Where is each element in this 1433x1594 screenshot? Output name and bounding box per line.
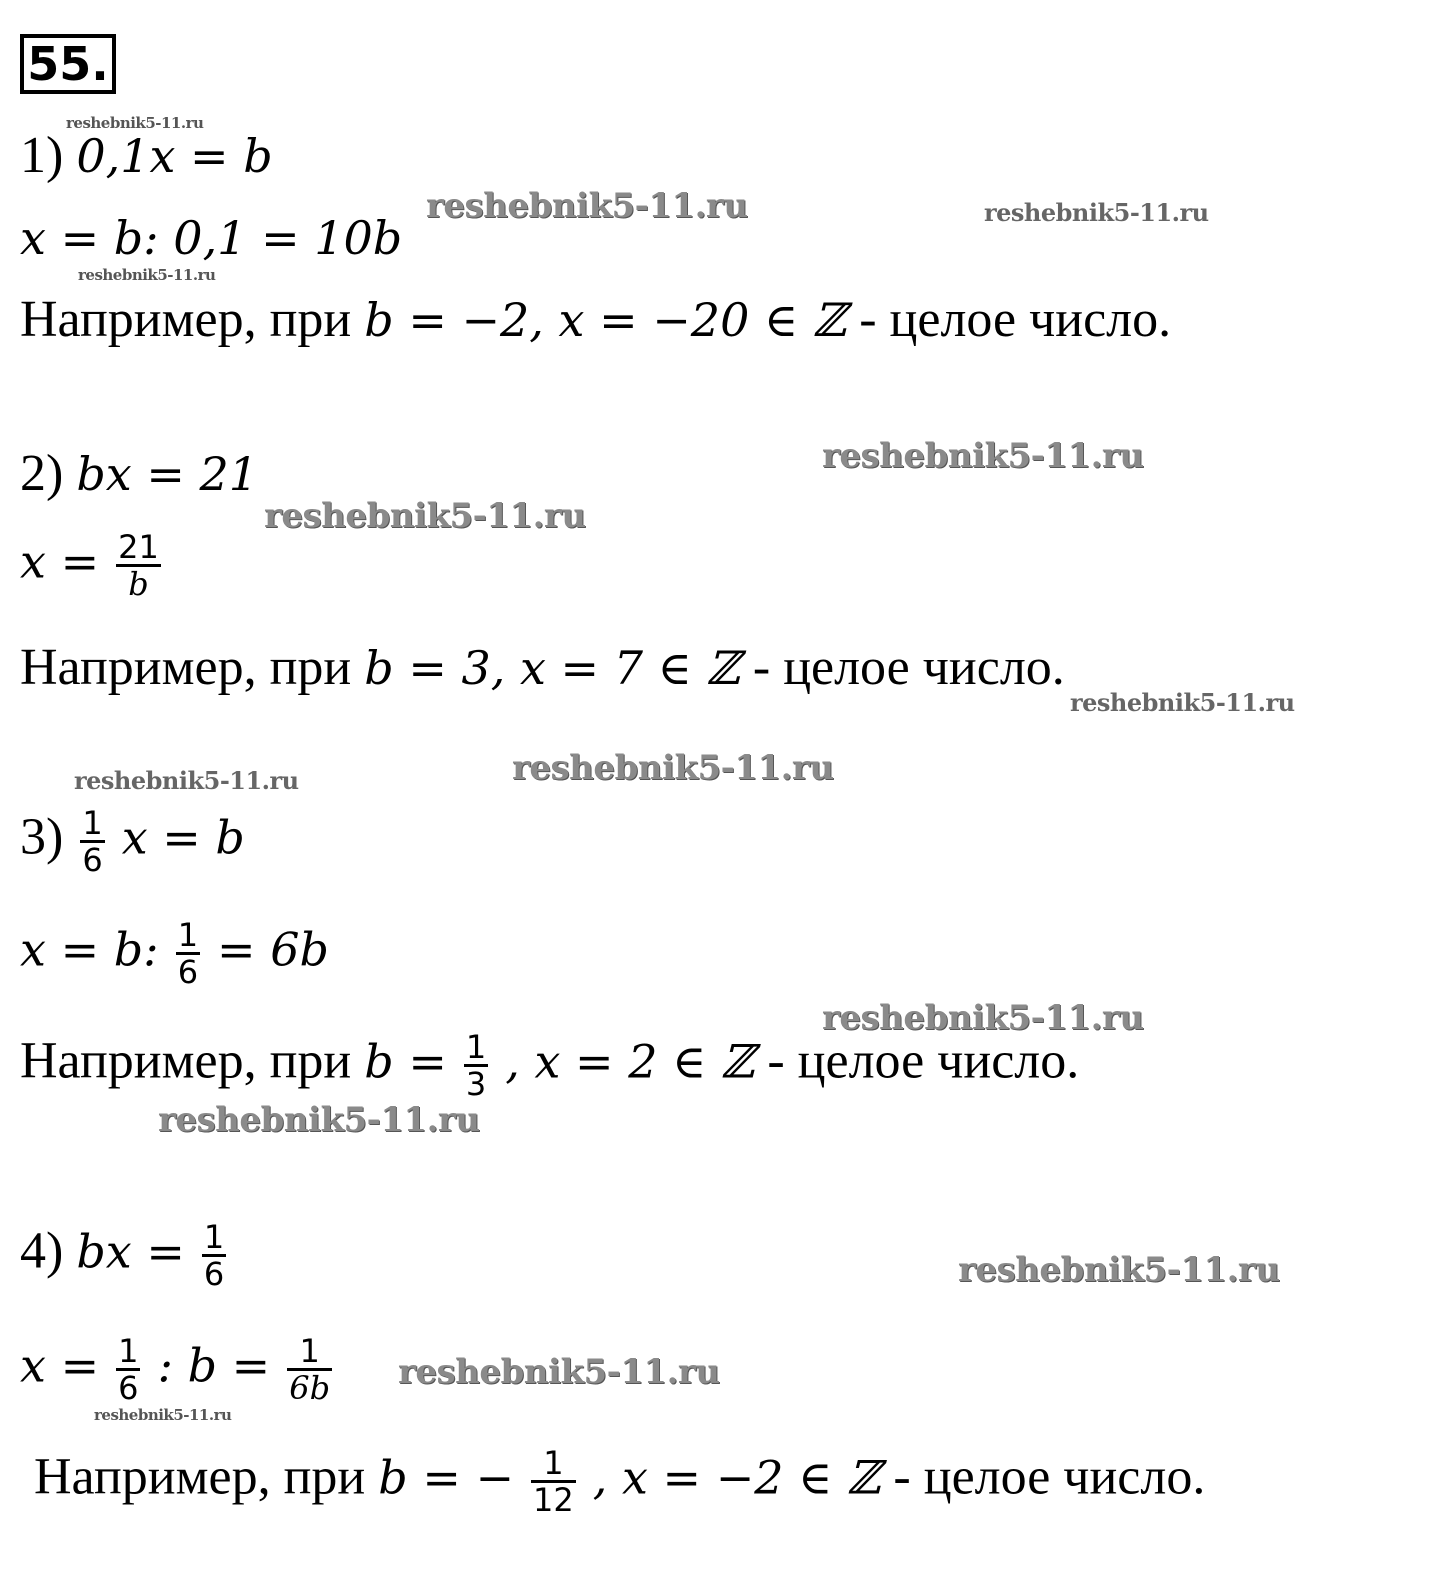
problem-number: 55. [20, 34, 116, 94]
part-4-solution [20, 1334, 336, 1405]
part-4-solution-mid: : b = [157, 1338, 271, 1393]
part-4-example-fraction [531, 1446, 576, 1517]
part-1-example [20, 290, 1171, 350]
part-4-solution-fraction-1 [116, 1334, 140, 1405]
watermark: reshebnik5-11.ru [1070, 688, 1295, 717]
part-2-example-math: b = 3, x = 7 ∈ ℤ [364, 641, 740, 695]
fraction-denominator: 6 [203, 1255, 225, 1293]
part-4-example [34, 1446, 1205, 1517]
part-3-example-rhs: , x = 2 ∈ ℤ [505, 1034, 755, 1089]
example-word: Например, при [20, 1032, 352, 1090]
watermark: reshebnik5-11.ru [94, 1406, 232, 1424]
example-word: Например, при [20, 291, 352, 348]
watermark: reshebnik5-11.ru [958, 1250, 1280, 1290]
integer-word: - целое число. [767, 1032, 1080, 1090]
integer-word: - целое число. [752, 639, 1065, 696]
watermark: reshebnik5-11.ru [512, 748, 834, 788]
watermark: reshebnik5-11.ru [78, 266, 216, 284]
watermark: reshebnik5-11.ru [426, 186, 748, 226]
part-1-label: 1) [20, 127, 64, 184]
part-2-solution [20, 530, 165, 601]
part-3-solution [20, 918, 329, 989]
part-1-solution [20, 208, 402, 268]
integer-word: - целое число. [893, 1448, 1206, 1506]
part-1-equation-text: 0,1x = b [76, 129, 273, 183]
part-2-example [20, 638, 1065, 698]
part-3-solution-fraction [176, 918, 200, 989]
watermark: reshebnik5-11.ru [984, 198, 1209, 227]
watermark: reshebnik5-11.ru [822, 436, 1144, 476]
part-3-example-lhs: b = [364, 1034, 447, 1089]
part-1-equation [20, 126, 273, 186]
fraction-numerator: 1 [287, 1334, 332, 1371]
part-2-label: 2) [20, 445, 64, 502]
part-4-equation-lhs: bx = [76, 1224, 185, 1279]
part-4-label: 4) [20, 1222, 64, 1280]
part-3-example-fraction [464, 1030, 488, 1101]
part-4-solution-fraction-2 [287, 1334, 332, 1405]
part-4-example-rhs: , x = −2 ∈ ℤ [592, 1450, 881, 1505]
part-2-solution-lhs: x = [20, 534, 100, 589]
fraction-numerator: 1 [118, 1332, 139, 1370]
part-1-solution-text: x = b: 0,1 = 10b [20, 211, 403, 265]
part-4-equation [20, 1220, 230, 1291]
part-2-solution-fraction [116, 530, 161, 601]
watermark: reshebnik5-11.ru [822, 998, 1144, 1038]
watermark: reshebnik5-11.ru [66, 114, 204, 132]
fraction-numerator: 1 [177, 916, 199, 954]
part-3-label: 3) [20, 808, 64, 866]
part-1-example-math: b = −2, x = −20 ∈ ℤ [364, 293, 847, 347]
integer-word: - целое число. [859, 291, 1172, 348]
part-3-equation-fraction [80, 806, 104, 877]
fraction-denominator: 6 [177, 953, 199, 991]
watermark: reshebnik5-11.ru [264, 496, 586, 536]
part-4-equation-fraction [202, 1220, 226, 1291]
part-3-solution-lhs: x = b: [20, 922, 159, 977]
part-4-solution-lhs: x = [20, 1338, 100, 1393]
watermark: reshebnik5-11.ru [74, 766, 299, 795]
fraction-denominator: 6 [118, 1369, 139, 1407]
fraction-numerator: 1 [465, 1028, 487, 1066]
watermark: reshebnik5-11.ru [398, 1352, 720, 1392]
part-2-equation [20, 444, 258, 504]
fraction-numerator: 1 [203, 1218, 225, 1256]
watermark: reshebnik5-11.ru [158, 1100, 480, 1140]
part-3-equation-rest: x = b [121, 810, 245, 865]
part-3-solution-rhs: = 6b [217, 922, 329, 977]
fraction-denominator: 6 [82, 841, 103, 879]
example-word: Например, при [20, 639, 352, 696]
fraction-numerator: 21 [118, 528, 159, 566]
fraction-denominator: b [128, 565, 149, 603]
fraction-numerator: 1 [82, 804, 103, 842]
fraction-denominator: 3 [465, 1065, 487, 1103]
part-3-example [20, 1030, 1079, 1101]
fraction-denominator: 6b [289, 1369, 331, 1407]
example-word: Например, при [34, 1448, 366, 1506]
fraction-numerator: 1 [531, 1446, 576, 1483]
fraction-denominator: 12 [533, 1481, 574, 1519]
part-4-example-lhs: b = − [378, 1450, 515, 1505]
part-3-equation [20, 806, 245, 877]
part-2-equation-text: bx = 21 [76, 447, 259, 501]
